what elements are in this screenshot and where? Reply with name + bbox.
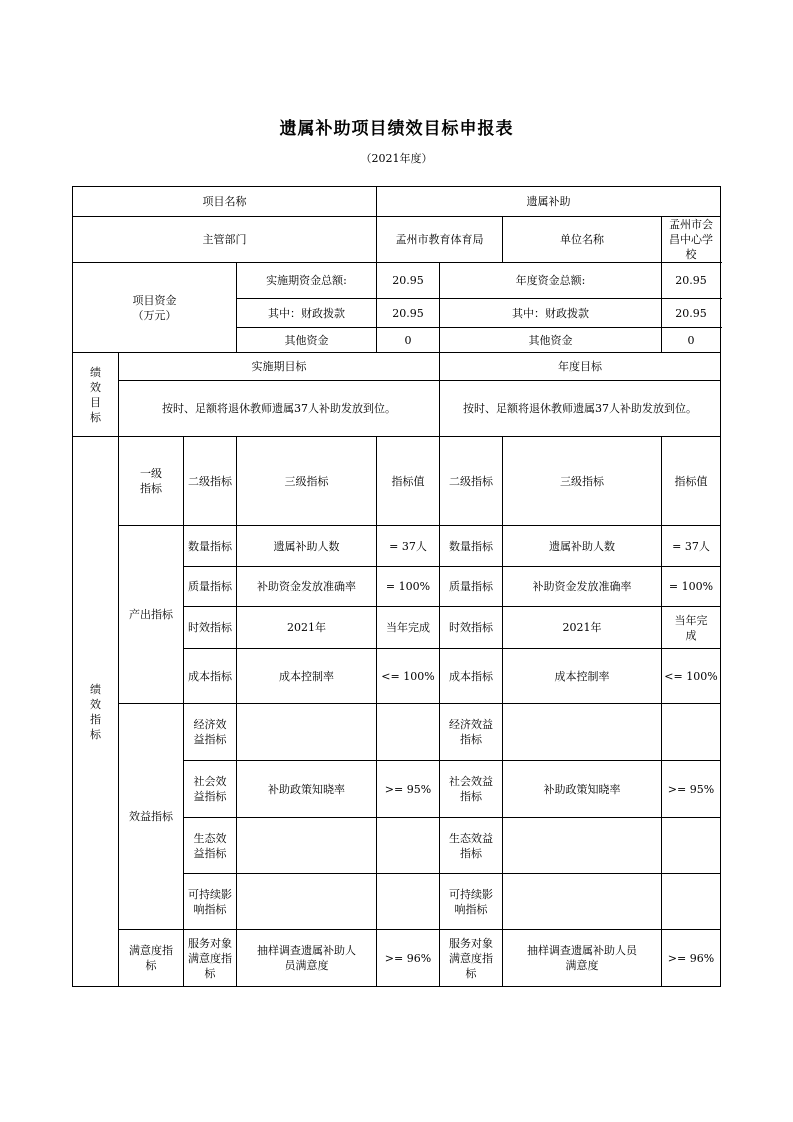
unit-value: 孟州市会昌中心学校 xyxy=(662,217,721,263)
row-goals-text xyxy=(73,381,721,437)
indicators-char-3: 指 xyxy=(90,712,101,726)
indicators-char-4: 标 xyxy=(90,727,101,741)
department-label: 主管部门 xyxy=(73,217,377,263)
header-level3: 三级指标 xyxy=(237,437,377,526)
period-fiscal-label: 其中：财政拨款 xyxy=(237,299,377,328)
table-cell: 遗属补助人数 xyxy=(503,526,662,567)
table-cell: 当年完成 xyxy=(377,607,440,649)
table-cell: 2021年 xyxy=(237,607,377,649)
table-cell: 成本控制率 xyxy=(237,649,377,704)
table-cell: 质量指标 xyxy=(184,567,237,607)
table-cell xyxy=(237,874,377,930)
table-cell: 补助资金发放准确率 xyxy=(237,567,377,607)
unit-label: 单位名称 xyxy=(503,217,662,263)
table-cell: 当年完成 xyxy=(662,607,721,649)
table-cell: 成本控制率 xyxy=(503,649,662,704)
row-indicator-headers xyxy=(73,437,721,526)
table-cell: 遗属补助人数 xyxy=(237,526,377,567)
table-cell xyxy=(377,704,440,761)
goals-section-label xyxy=(73,353,119,437)
table-cell: 2021年 xyxy=(503,607,662,649)
project-name-value: 遗属补助 xyxy=(377,187,721,217)
table-cell: 时效指标 xyxy=(184,607,237,649)
table-cell: >= 96% xyxy=(662,930,721,987)
annual-goal-text: 按时、足额将退休教师遗属37人补助发放到位。 xyxy=(440,381,721,437)
row-output-quantity xyxy=(73,526,721,567)
satisfaction-indicator-label: 满意度指标 xyxy=(119,930,184,987)
row-goals-header xyxy=(73,353,721,381)
header-level1: 一级指标 xyxy=(119,437,184,526)
header-level3-annual: 三级指标 xyxy=(503,437,662,526)
table-cell: 可持续影响指标 xyxy=(440,874,503,930)
table-cell: 补助资金发放准确率 xyxy=(503,567,662,607)
table-cell: 补助政策知晓率 xyxy=(503,761,662,818)
funds-label-line1: 项目资金 xyxy=(132,293,177,307)
benefit-indicator-label: 效益指标 xyxy=(119,704,184,930)
table-cell: 服务对象满意度指标 xyxy=(184,930,237,987)
table-cell: 抽样调查遗属补助人员满意度 xyxy=(503,930,662,987)
period-total-label: 实施期资金总额: xyxy=(237,263,377,299)
goals-char-2: 效 xyxy=(90,380,101,394)
row-satisfaction xyxy=(73,930,721,987)
table-cell: <= 100% xyxy=(377,649,440,704)
annual-other-label: 其他资金 xyxy=(440,328,662,353)
table-cell: 生态效益指标 xyxy=(184,818,237,874)
annual-fiscal-value: 20.95 xyxy=(662,299,721,328)
table-cell: 时效指标 xyxy=(440,607,503,649)
table-cell: 质量指标 xyxy=(440,567,503,607)
table-cell xyxy=(662,818,721,874)
table-cell: 经济效益指标 xyxy=(184,704,237,761)
table-cell: = 37人 xyxy=(377,526,440,567)
table-cell: 成本指标 xyxy=(184,649,237,704)
row-department xyxy=(73,217,721,263)
period-goal-text: 按时、足额将退休教师遗属37人补助发放到位。 xyxy=(119,381,440,437)
header-level2: 二级指标 xyxy=(184,437,237,526)
goals-char-3: 目 xyxy=(90,395,101,409)
table-cell: >= 95% xyxy=(377,761,440,818)
table-cell xyxy=(377,874,440,930)
department-value: 孟州市教育体育局 xyxy=(377,217,503,263)
table-cell: >= 95% xyxy=(662,761,721,818)
header-value: 指标值 xyxy=(377,437,440,526)
period-goal-header: 实施期目标 xyxy=(119,353,440,381)
annual-total-value: 20.95 xyxy=(662,263,721,299)
table-cell xyxy=(377,818,440,874)
table-cell: 成本指标 xyxy=(440,649,503,704)
table-cell xyxy=(503,874,662,930)
indicators-section-label xyxy=(73,437,119,987)
annual-goal-header: 年度目标 xyxy=(440,353,721,381)
annual-fiscal-label: 其中：财政拨款 xyxy=(440,299,662,328)
table-cell: = 37人 xyxy=(662,526,721,567)
table-cell: >= 96% xyxy=(377,930,440,987)
header-level2-annual: 二级指标 xyxy=(440,437,503,526)
table-cell: 社会效益指标 xyxy=(440,761,503,818)
funds-label xyxy=(73,263,237,353)
table-cell: 抽样调查遗属补助人员满意度 xyxy=(237,930,377,987)
annual-total-label: 年度资金总额: xyxy=(440,263,662,299)
performance-target-form xyxy=(72,186,721,987)
period-other-value: 0 xyxy=(377,328,440,353)
output-indicator-label: 产出指标 xyxy=(119,526,184,704)
table-cell: = 100% xyxy=(377,567,440,607)
report-year: （2021年度） xyxy=(360,152,433,165)
table-cell: 数量指标 xyxy=(440,526,503,567)
goals-char-1: 绩 xyxy=(90,365,101,379)
table-cell xyxy=(503,704,662,761)
row-project-name xyxy=(73,187,721,217)
table-cell: 社会效益指标 xyxy=(184,761,237,818)
table-cell: 补助政策知晓率 xyxy=(237,761,377,818)
table-cell: 服务对象满意度指标 xyxy=(440,930,503,987)
table-cell xyxy=(662,704,721,761)
header-value-annual: 指标值 xyxy=(662,437,721,526)
page-title: 遗属补助项目绩效目标申报表 xyxy=(279,119,514,139)
period-total-value: 20.95 xyxy=(377,263,440,299)
table-cell: 数量指标 xyxy=(184,526,237,567)
table-cell: = 100% xyxy=(662,567,721,607)
period-fiscal-value: 20.95 xyxy=(377,299,440,328)
table-cell xyxy=(237,818,377,874)
goals-char-4: 标 xyxy=(90,410,101,424)
annual-other-value: 0 xyxy=(662,328,721,353)
row-benefit-economic xyxy=(73,704,721,761)
table-cell: <= 100% xyxy=(662,649,721,704)
row-funds-total xyxy=(73,263,721,299)
project-name-label: 项目名称 xyxy=(73,187,377,217)
period-other-label: 其他资金 xyxy=(237,328,377,353)
indicators-char-2: 效 xyxy=(90,697,101,711)
table-cell xyxy=(662,874,721,930)
funds-label-line2: （万元） xyxy=(132,308,177,322)
table-cell xyxy=(237,704,377,761)
table-cell: 可持续影响指标 xyxy=(184,874,237,930)
indicators-char-1: 绩 xyxy=(90,682,101,696)
table-cell: 经济效益指标 xyxy=(440,704,503,761)
table-cell: 生态效益指标 xyxy=(440,818,503,874)
table-cell xyxy=(503,818,662,874)
